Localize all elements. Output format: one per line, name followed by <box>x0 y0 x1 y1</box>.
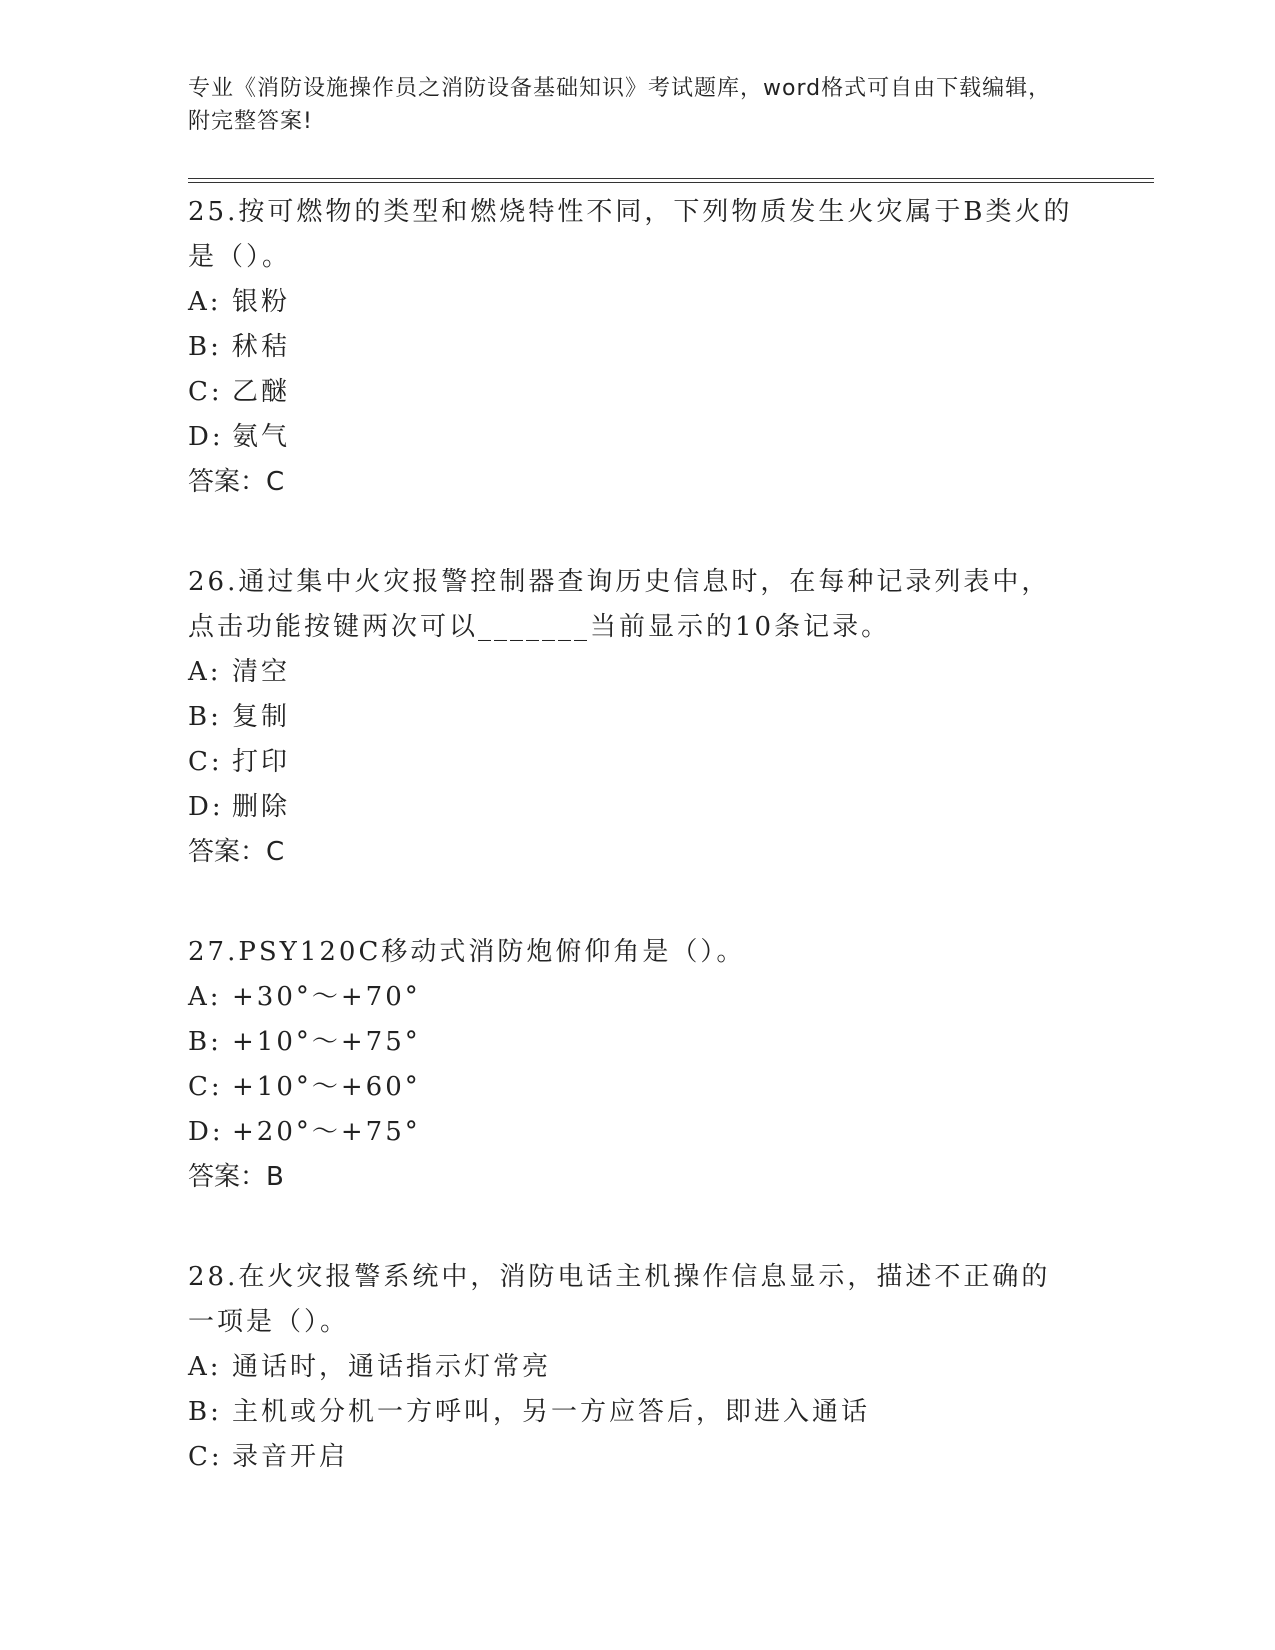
option-letter: C: <box>188 1442 223 1472</box>
option-text: 删除 <box>232 792 291 822</box>
question-28 <box>188 1255 1088 1480</box>
option-text: 氨气 <box>232 422 291 452</box>
spacer <box>188 1199 1088 1255</box>
option-letter: C: <box>188 1072 223 1102</box>
option-letter: B: <box>188 332 222 362</box>
option-letter: B: <box>188 1027 222 1057</box>
option-text: 主机或分机一方呼叫，另一方应答后，即进入通话 <box>232 1397 871 1427</box>
question-stem: 28.在火灾报警系统中，消防电话主机操作信息显示，描述不正确的一项是（）。 <box>188 1262 1051 1337</box>
answer-line: 答案：C <box>188 837 285 867</box>
option-text: 录音开启 <box>232 1442 349 1472</box>
option-a <box>188 975 1088 1020</box>
option-a <box>188 1345 1088 1390</box>
option-letter: A: <box>188 657 222 687</box>
option-letter: C: <box>188 377 223 407</box>
option-text: +10°～+60° <box>232 1072 421 1102</box>
option-c <box>188 1435 1088 1480</box>
option-text: 清空 <box>232 657 291 687</box>
option-b <box>188 325 1088 370</box>
spacer <box>188 504 1088 560</box>
option-letter: D: <box>188 1117 224 1147</box>
option-letter: B: <box>188 1397 222 1427</box>
question-list <box>188 190 1088 1480</box>
option-text: 通话时，通话指示灯常亮 <box>232 1352 552 1382</box>
option-c <box>188 370 1088 415</box>
option-text: 复制 <box>232 702 291 732</box>
option-c <box>188 740 1088 785</box>
option-text: +10°～+75° <box>232 1027 421 1057</box>
question-26 <box>188 560 1088 874</box>
question-stem: 27.PSY120C移动式消防炮俯仰角是（）。 <box>188 937 746 967</box>
spacer <box>188 874 1088 930</box>
option-letter: A: <box>188 982 222 1012</box>
option-letter: B: <box>188 702 222 732</box>
answer-line: 答案：C <box>188 467 285 497</box>
header-divider-top <box>188 178 1154 179</box>
option-d <box>188 785 1088 830</box>
option-letter: C: <box>188 747 223 777</box>
question-stem: 26.通过集中火灾报警控制器查询历史信息时，在每种记录列表中，点击功能按键两次可以_______当前显示的10条记录。 <box>188 567 1051 642</box>
option-b <box>188 1390 1088 1435</box>
question-25 <box>188 190 1088 504</box>
header-divider-bottom <box>188 182 1154 183</box>
option-d <box>188 1110 1088 1155</box>
option-letter: A: <box>188 287 222 317</box>
question-27 <box>188 930 1088 1199</box>
option-text: 乙醚 <box>232 377 291 407</box>
question-stem: 25.按可燃物的类型和燃烧特性不同，下列物质发生火灾属于B类火的是（）。 <box>188 197 1073 272</box>
option-letter: A: <box>188 1352 222 1382</box>
option-b <box>188 1020 1088 1065</box>
option-letter: D: <box>188 422 224 452</box>
option-text: +30°～+70° <box>232 982 421 1012</box>
option-d <box>188 415 1088 460</box>
option-letter: D: <box>188 792 224 822</box>
option-c <box>188 1065 1088 1110</box>
option-text: 打印 <box>232 747 291 777</box>
option-a <box>188 280 1088 325</box>
option-text: 秫秸 <box>232 332 291 362</box>
option-a <box>188 650 1088 695</box>
document-header: 专业《消防设施操作员之消防设备基础知识》考试题库，word格式可自由下载编辑，附完整答案! <box>188 76 1052 134</box>
option-text: +20°～+75° <box>232 1117 421 1147</box>
answer-line: 答案：B <box>188 1162 284 1192</box>
option-b <box>188 695 1088 740</box>
option-text: 银粉 <box>232 287 291 317</box>
